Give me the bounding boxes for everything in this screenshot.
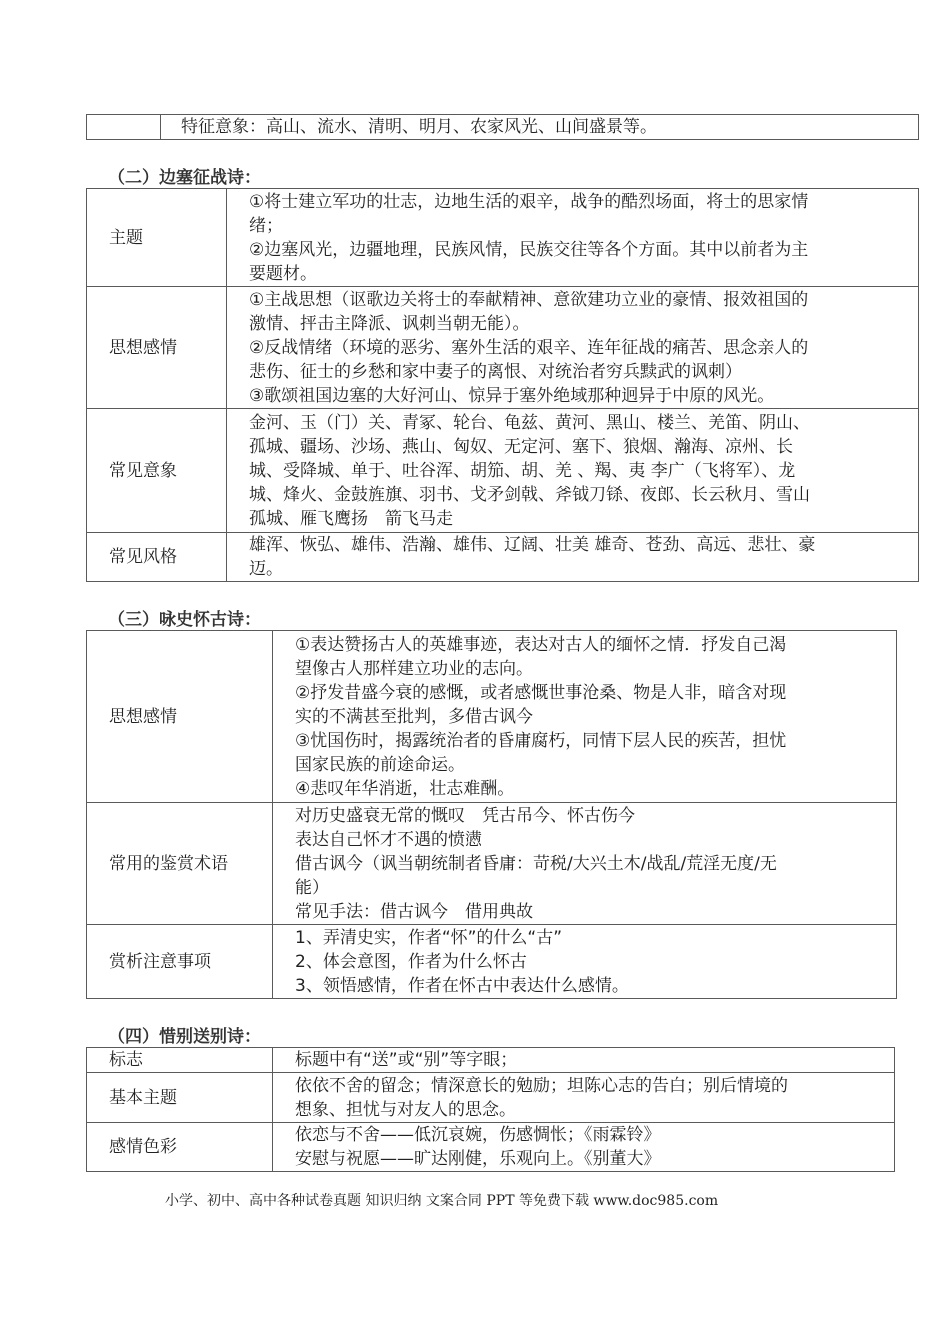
content-line: 迈。 <box>249 559 283 579</box>
row-label: 感情色彩 <box>87 1123 273 1172</box>
row-label: 赏析注意事项 <box>87 925 273 999</box>
content-line: 表达自己怀才不遇的愤懑 <box>295 829 482 850</box>
table-label-cell <box>87 115 161 140</box>
content-line: 城、受降城、单于、吐谷浑、胡笳、胡、羌 、羯、夷 李广（飞将军）、龙 <box>249 460 796 481</box>
row-content <box>273 1123 895 1172</box>
table-row <box>87 803 897 925</box>
row-content <box>273 925 897 999</box>
content-line: 能） <box>295 877 329 898</box>
content-line: 对历史盛衰无常的慨叹 凭古吊今、怀古伤今 <box>295 805 635 826</box>
content-line: 实的不满甚至批判，多借古讽今 <box>295 706 533 727</box>
content-line: 想象、担忧与对友人的思念。 <box>295 1099 516 1120</box>
content-line: 望像古人那样建立功业的志向。 <box>295 658 533 679</box>
table-row <box>87 1048 895 1073</box>
content-line: ③歌颂祖国边塞的大好河山、惊异于塞外绝域那种迥异于中原的风光。 <box>249 385 775 406</box>
row-content <box>273 1048 895 1073</box>
row-label: 标志 <box>87 1048 273 1073</box>
table-row <box>87 533 919 582</box>
content-line: 雄浑、恢弘、雄伟、浩瀚、雄伟、辽阔、壮美 雄奇、苍劲、高远、悲壮、豪 <box>249 535 816 555</box>
content-line: 要题材。 <box>249 263 317 284</box>
table-row <box>87 189 919 287</box>
content-line: ③忧国伤时，揭露统治者的昏庸腐朽，同情下层人民的疾苦，担忧 <box>295 730 787 751</box>
content-line: 依恋与不舍——低沉哀婉，伤感惆怅；《雨霖铃》 <box>295 1125 661 1145</box>
content-line: ①将士建立军功的壮志，边地生活的艰辛，战争的酷烈场面，将士的思家情 <box>249 191 809 212</box>
top-table <box>86 114 919 140</box>
row-content <box>227 189 919 287</box>
section4-heading: （四）惜别送别诗： <box>108 1027 261 1047</box>
content-line: 标题中有“送”或“别”等字眼； <box>295 1050 518 1070</box>
content-line: ①表达赞扬古人的英雄事迹，表达对古人的缅怀之情．抒发自己渴 <box>295 634 787 655</box>
content-line: 激情、抨击主降派、讽刺当朝无能）。 <box>249 313 530 334</box>
content-line: 3、领悟感情，作者在怀古中表达什么感情。 <box>295 975 629 996</box>
content-line: 城、烽火、金鼓旌旗、羽书、戈矛剑戟、斧钺刀铩、夜郎、长云秋月、雪山 <box>249 484 810 505</box>
content-line: 依依不舍的留念；情深意长的勉励；坦陈心志的告白；别后情境的 <box>295 1075 788 1096</box>
content-line: 孤城、疆场、沙场、燕山、匈奴、无定河、塞下、狼烟、瀚海、凉州、长 <box>249 436 793 457</box>
content-line: 绪； <box>249 215 283 236</box>
content-line: 安慰与祝愿——旷达刚健，乐观向上。《别董大》 <box>295 1149 661 1169</box>
row-label: 常用的鉴赏术语 <box>87 803 273 925</box>
table-row <box>87 1123 895 1172</box>
table-row <box>87 115 919 140</box>
farewell-poetry-table <box>86 1047 895 1172</box>
content-line: ②边塞风光，边疆地理，民族风情，民族交往等各个方面。其中以前者为主 <box>249 239 809 260</box>
row-text: 特征意象：高山、流水、清明、明月、农家风光、山间盛景等。 <box>181 117 657 137</box>
row-content <box>273 803 897 925</box>
frontier-poetry-table <box>86 188 919 582</box>
row-label: 常见风格 <box>87 533 227 582</box>
row-label: 基本主题 <box>87 1073 273 1123</box>
row-content <box>273 631 897 803</box>
table-row <box>87 631 897 803</box>
table-row <box>87 409 919 533</box>
row-content <box>227 533 919 582</box>
content-line: ②抒发昔盛今衰的感慨，或者感慨世事沧桑、物是人非，暗含对现 <box>295 682 787 703</box>
content-line: 常见手法：借古讽今 借用典故 <box>295 901 533 922</box>
content-line: 1、弄清史实，作者“怀”的什么“古” <box>295 927 563 948</box>
content-line: 借古讽今（讽当朝统制者昏庸：苛税/大兴土木/战乱/荒淫无度/无 <box>295 853 777 874</box>
content-line: 孤城、雁飞鹰扬 箭飞马走 <box>249 508 453 529</box>
content-line: 悲伤、征士的乡愁和家中妻子的离恨、对统治者穷兵黩武的讽刺） <box>249 361 742 382</box>
section2-heading: （二）边塞征战诗： <box>108 168 261 188</box>
content-line: ②反战情绪（环境的恶劣、塞外生活的艰辛、连年征战的痛苦、思念亲人的 <box>249 337 809 358</box>
content-line: 2、体会意图，作者为什么怀古 <box>295 951 527 972</box>
table-row <box>87 925 897 999</box>
history-poetry-table <box>86 630 897 999</box>
row-label: 主题 <box>87 189 227 287</box>
row-label: 常见意象 <box>87 409 227 533</box>
row-content <box>227 409 919 533</box>
section3-heading: （三）咏史怀古诗： <box>108 610 261 630</box>
table-row <box>87 287 919 409</box>
row-content <box>227 287 919 409</box>
table-row <box>87 1073 895 1123</box>
content-line: 金河、玉（门）关、青冢、轮台、龟兹、黄河、黑山、楼兰、羌笛、阴山、 <box>249 412 810 433</box>
content-line: ①主战思想（讴歌边关将士的奉献精神、意欲建功立业的豪情、报效祖国的 <box>249 289 809 310</box>
page-footer: 小学、初中、高中各种试卷真题 知识归纳 文案合同 PPT 等免费下载 www.doc985.com <box>165 1193 719 1209</box>
row-label: 思想感情 <box>87 287 227 409</box>
row-label: 思想感情 <box>87 631 273 803</box>
content-line: ④悲叹年华消逝，壮志难酬。 <box>295 778 515 799</box>
content-line: 国家民族的前途命运。 <box>295 754 465 775</box>
table-content-cell <box>161 115 919 140</box>
row-content <box>273 1073 895 1123</box>
